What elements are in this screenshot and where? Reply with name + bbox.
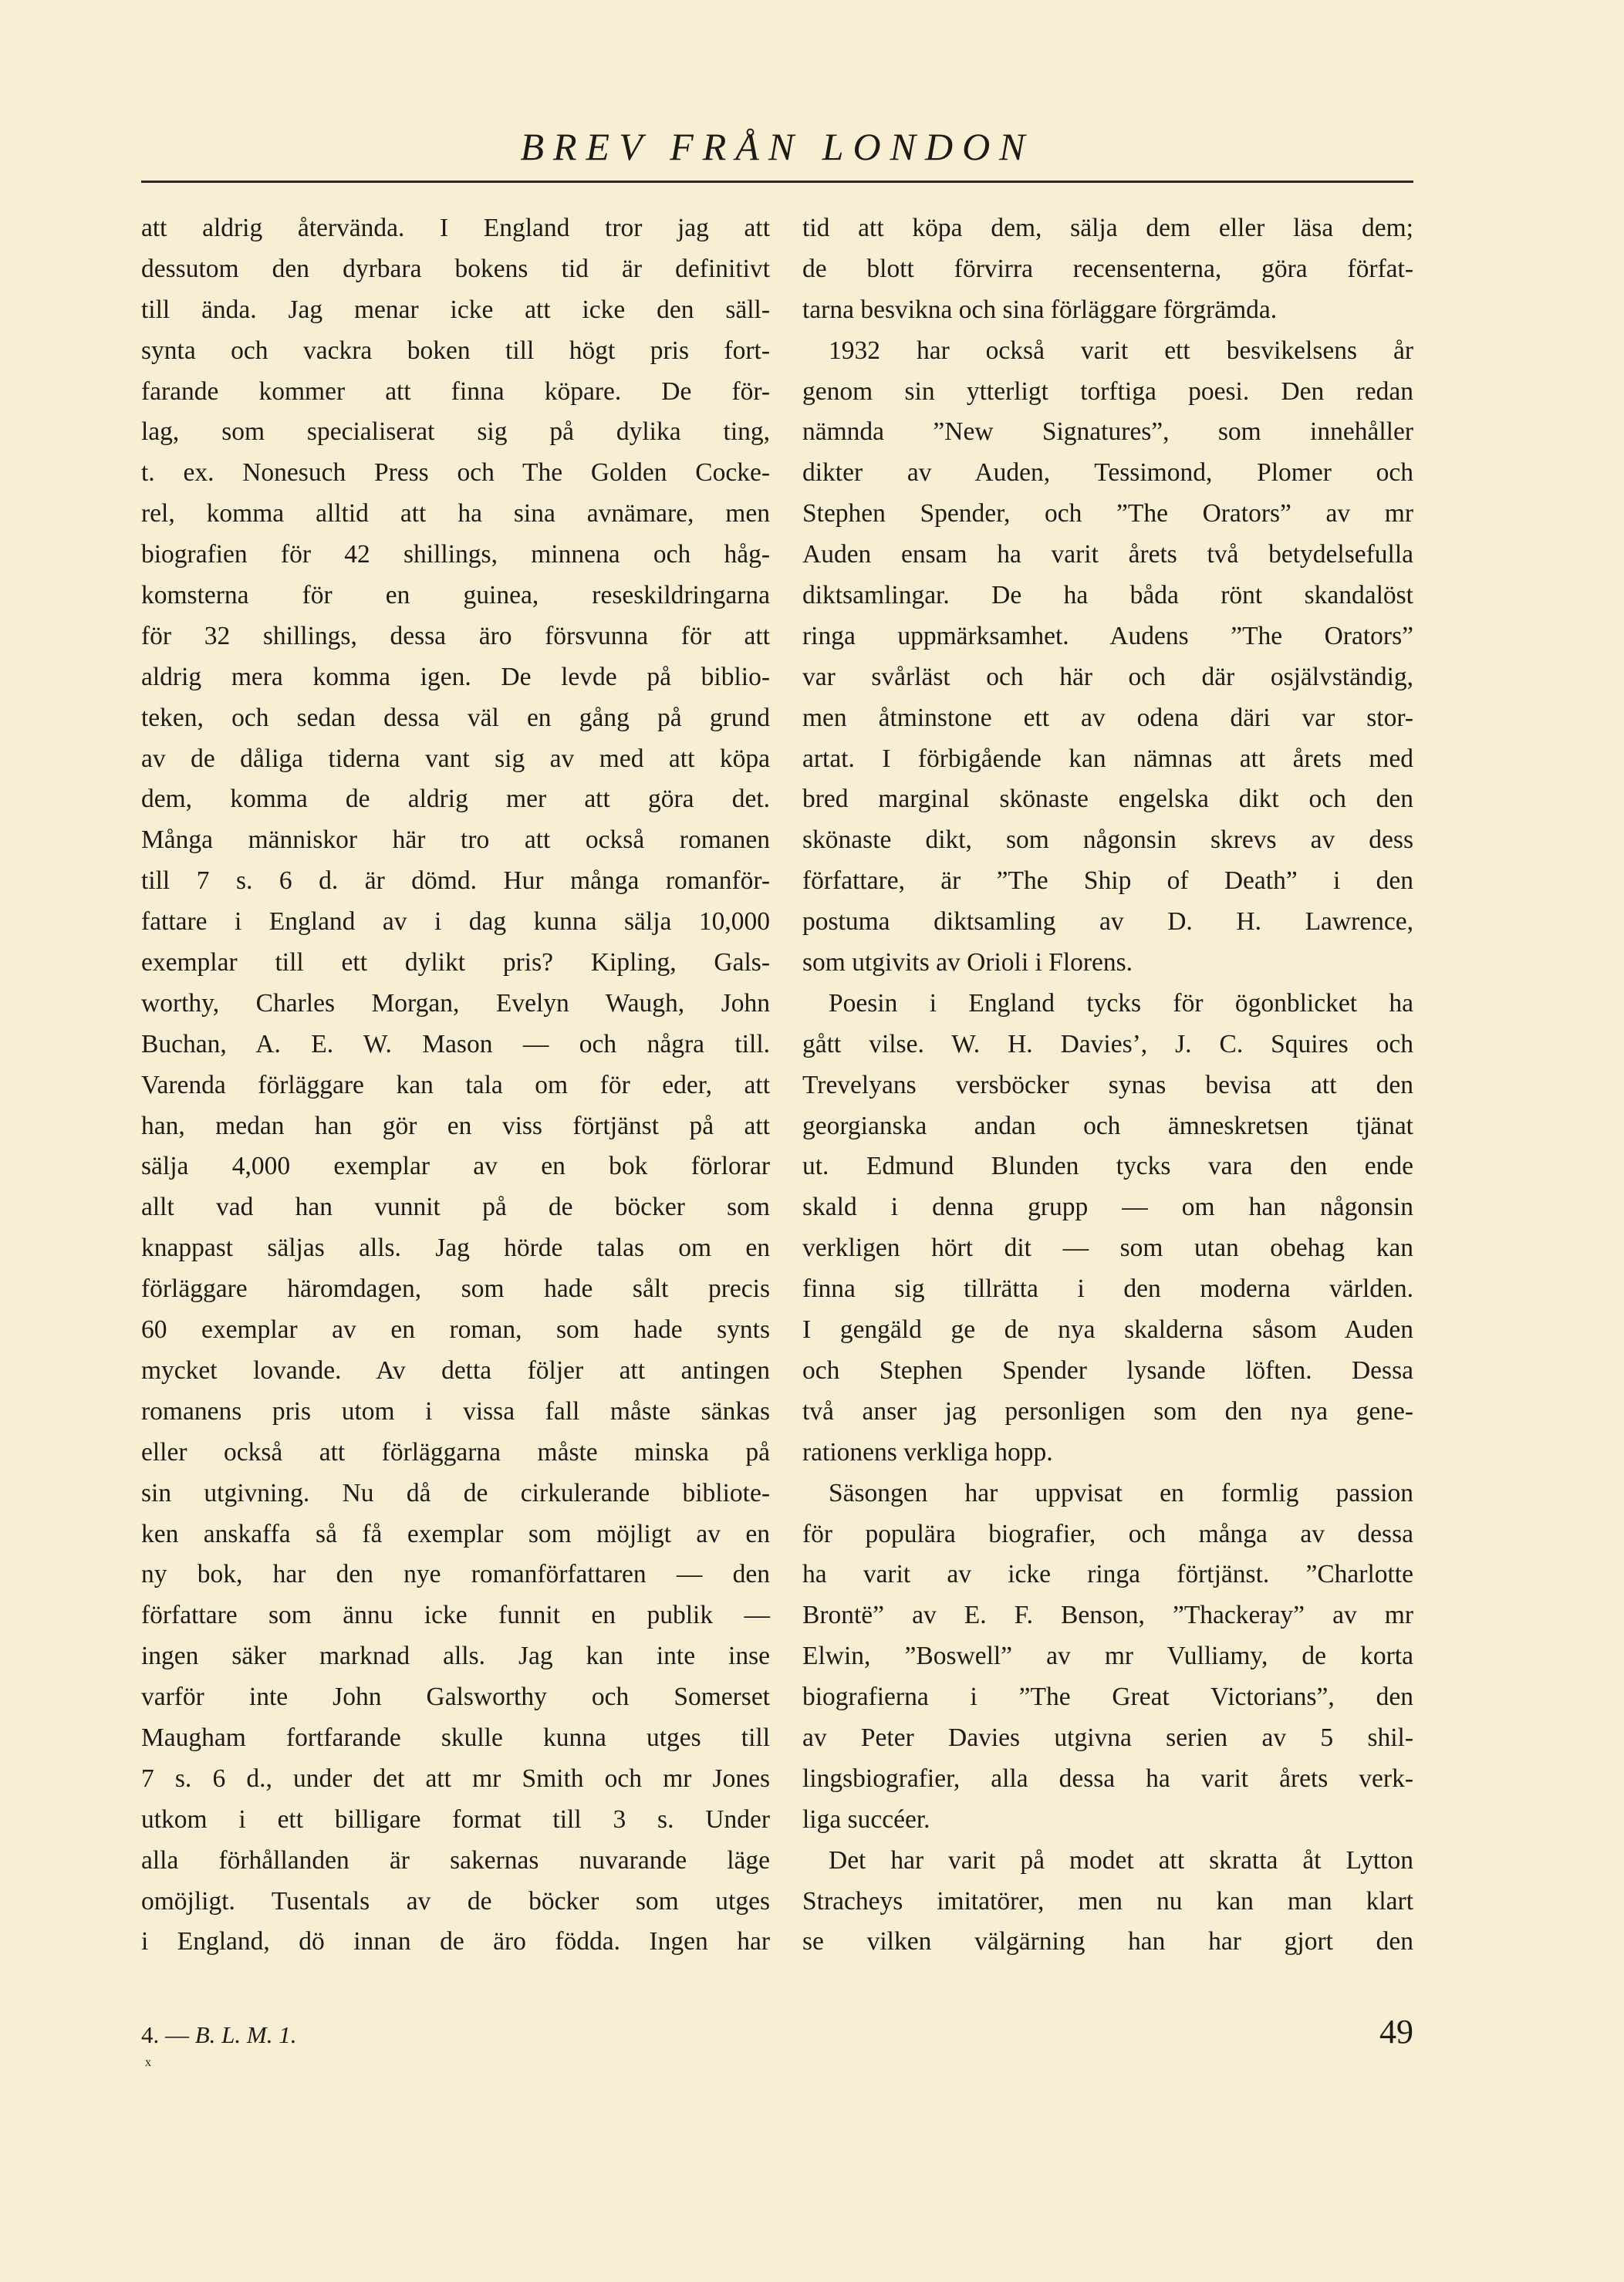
text-line: av de dåliga tiderna vant sig av med att köpa	[141, 744, 770, 773]
right-column	[802, 208, 1413, 1963]
text-line: till 7 s. 6 d. är dömd. Hur många romanför-	[141, 866, 770, 896]
text-line: men åtminstone ett av odena däri var stor-	[802, 703, 1413, 732]
text-line: tid att köpa dem, sälja dem eller läsa dem;	[802, 214, 1413, 242]
text-line: mycket lovande. Av detta följer att antingen	[141, 1355, 770, 1385]
text-line: Buchan, A. E. W. Mason — och några till.	[141, 1029, 770, 1058]
text-line: teken, och sedan dessa väl en gång på grund	[141, 703, 770, 732]
text-line: utkom i ett billigare format till 3 s. Under	[141, 1804, 770, 1834]
text-line: av Peter Davies utgivna serien av 5 shil-	[802, 1723, 1413, 1752]
text-line: Många människor här tro att också romanen	[141, 825, 770, 855]
text-line: lingsbiografier, alla dessa ha varit årets verk-	[802, 1764, 1413, 1793]
text-line: se vilken välgärning han har gjort den	[802, 1927, 1413, 1956]
text-line: två anser jag personligen som den nya gene-	[802, 1396, 1413, 1426]
text-line: tarna besvikna och sina förläggare förgrämda.	[802, 295, 1278, 324]
text-line: lag, som specialiserat sig på dylika ting,	[141, 417, 770, 447]
text-line: gått vilse. W. H. Davies’, J. C. Squires och	[802, 1029, 1413, 1058]
text-line: Varenda förläggare kan tala om för eder, att	[141, 1070, 770, 1099]
text-line: var svårläst och här och där osjälvständig,	[802, 662, 1413, 691]
text-line: georgianska andan och ämneskretsen tjänat	[802, 1111, 1413, 1140]
signature-title: B. L. M. 1.	[194, 2021, 297, 2048]
text-line: de blott förvirra recensenterna, göra förfat-	[802, 254, 1413, 283]
text-line: fattare i England av i dag kunna sälja 10,000	[141, 907, 770, 937]
text-line: rationens verkliga hopp.	[802, 1437, 1053, 1467]
text-line: författare, är ”The Ship of Death” i den	[802, 866, 1413, 896]
text-line: komsterna för en guinea, reseskildringarna	[141, 581, 770, 610]
text-line: till ända. Jag menar icke att icke den säll-	[141, 295, 770, 324]
text-line: artat. I förbigående kan nämnas att årets med	[802, 744, 1413, 773]
text-line: skönaste dikt, som någonsin skrevs av dess	[802, 825, 1413, 855]
text-line: Det har varit på modet att skratta åt Lytton	[829, 1845, 1413, 1875]
text-line: 1932 har också varit ett besvikelsens år	[829, 336, 1413, 365]
text-line: skald i denna grupp — om han någonsin	[802, 1193, 1413, 1222]
text-line: biografien för 42 shillings, minnena och håg-	[141, 540, 770, 569]
text-line: Auden ensam ha varit årets två betydelsefulla	[802, 540, 1413, 569]
text-line: I gengäld ge de nya skalderna såsom Auden	[802, 1315, 1413, 1345]
text-line: aldrig mera komma igen. De levde på biblio-	[141, 662, 770, 691]
text-line: han, medan han gör en viss förtjänst på att	[141, 1111, 770, 1140]
text-line: förläggare häromdagen, som hade sålt precis	[141, 1274, 770, 1304]
text-line: knappast säljas alls. Jag hörde talas om en	[141, 1234, 770, 1263]
text-line: romanens pris utom i vissa fall måste sänkas	[141, 1396, 770, 1426]
text-line: Trevelyans versböcker synas bevisa att den	[802, 1070, 1413, 1099]
text-line: ha varit av icke ringa förtjänst. ”Charlotte	[802, 1560, 1413, 1589]
text-line: t. ex. Nonesuch Press och The Golden Cocke-	[141, 458, 770, 488]
signature-number: 4. —	[141, 2021, 189, 2048]
text-line: rel, komma alltid att ha sina avnämare, men	[141, 499, 770, 528]
text-line: postuma diktsamling av D. H. Lawrence,	[802, 907, 1413, 937]
text-line: varför inte John Galsworthy och Somerset	[141, 1683, 770, 1712]
text-line: 7 s. 6 d., under det att mr Smith och mr Jones	[141, 1764, 770, 1793]
text-line: eller också att förläggarna måste minska på	[141, 1437, 770, 1467]
text-line: dem, komma de aldrig mer att göra det.	[141, 785, 770, 814]
text-line: sin utgivning. Nu då de cirkulerande bibliote-	[141, 1478, 770, 1507]
signature-mark	[141, 2021, 297, 2049]
text-line: Elwin, ”Boswell” av mr Vulliamy, de korta	[802, 1642, 1413, 1671]
text-line: för 32 shillings, dessa äro försvunna för att	[141, 621, 770, 650]
text-line: worthy, Charles Morgan, Evelyn Waugh, John	[141, 988, 770, 1018]
text-line: ingen säker marknad alls. Jag kan inte inse	[141, 1642, 770, 1671]
text-line: biografierna i ”The Great Victorians”, den	[802, 1683, 1413, 1712]
text-line: i England, dö innan de äro födda. Ingen har	[141, 1927, 770, 1956]
text-line: Brontë” av E. F. Benson, ”Thackeray” av mr	[802, 1601, 1413, 1630]
text-line: sälja 4,000 exemplar av en bok förlorar	[141, 1152, 770, 1181]
text-line: diktsamlingar. De ha båda rönt skandalöst	[802, 581, 1413, 610]
text-line: ut. Edmund Blunden tycks vara den ende	[802, 1152, 1413, 1181]
text-line: farande kommer att finna köpare. De för-	[141, 376, 770, 406]
text-line: alla förhållanden är sakernas nuvarande läge	[141, 1845, 770, 1875]
text-line: ny bok, har den nye romanförfattaren — den	[141, 1560, 770, 1589]
printer-mark: x	[145, 2056, 151, 2069]
left-column	[141, 208, 770, 1963]
text-line: dikter av Auden, Tessimond, Plomer och	[802, 458, 1413, 488]
text-line: synta och vackra boken till högt pris fort-	[141, 336, 770, 365]
text-line: dessutom den dyrbara bokens tid är definitivt	[141, 254, 770, 283]
text-line: ringa uppmärksamhet. Audens ”The Orators”	[802, 621, 1413, 650]
text-line: finna sig tillrätta i den moderna världen.	[802, 1274, 1413, 1304]
text-line: Poesin i England tycks för ögonblicket ha	[829, 988, 1413, 1018]
text-line: och Stephen Spender lysande löften. Dessa	[802, 1355, 1413, 1385]
text-line: för populära biografier, och många av dessa	[802, 1519, 1413, 1548]
text-line: nämnda ”New Signatures”, som innehåller	[802, 417, 1413, 447]
text-line: Säsongen har uppvisat en formlig passion	[829, 1478, 1413, 1507]
text-line: omöjligt. Tusentals av de böcker som utges	[141, 1886, 770, 1916]
page-number: 49	[1379, 2013, 1413, 2051]
text-line: Stephen Spender, och ”The Orators” av mr	[802, 499, 1413, 528]
text-line: liga succéer.	[802, 1804, 930, 1834]
text-line: att aldrig återvända. I England tror jag att	[141, 214, 770, 242]
text-line: ken anskaffa så få exemplar som möjligt av en	[141, 1519, 770, 1548]
text-line: som utgivits av Orioli i Florens.	[802, 948, 1133, 977]
text-line: genom sin ytterligt torftiga poesi. Den redan	[802, 376, 1413, 406]
text-line: allt vad han vunnit på de böcker som	[141, 1193, 770, 1222]
header-rule	[141, 181, 1413, 183]
text-line: Maugham fortfarande skulle kunna utges till	[141, 1723, 770, 1752]
text-line: 60 exemplar av en roman, som hade synts	[141, 1315, 770, 1345]
text-line: exemplar till ett dylikt pris? Kipling, Gals-	[141, 948, 770, 977]
text-line: Stracheys imitatörer, men nu kan man klart	[802, 1886, 1413, 1916]
running-header: BREV FRÅN LONDON	[520, 125, 1035, 168]
text-line: verkligen hört dit — som utan obehag kan	[802, 1234, 1413, 1263]
text-line: bred marginal skönaste engelska dikt och den	[802, 785, 1413, 814]
text-line: författare som ännu icke funnit en publik —	[141, 1601, 770, 1630]
